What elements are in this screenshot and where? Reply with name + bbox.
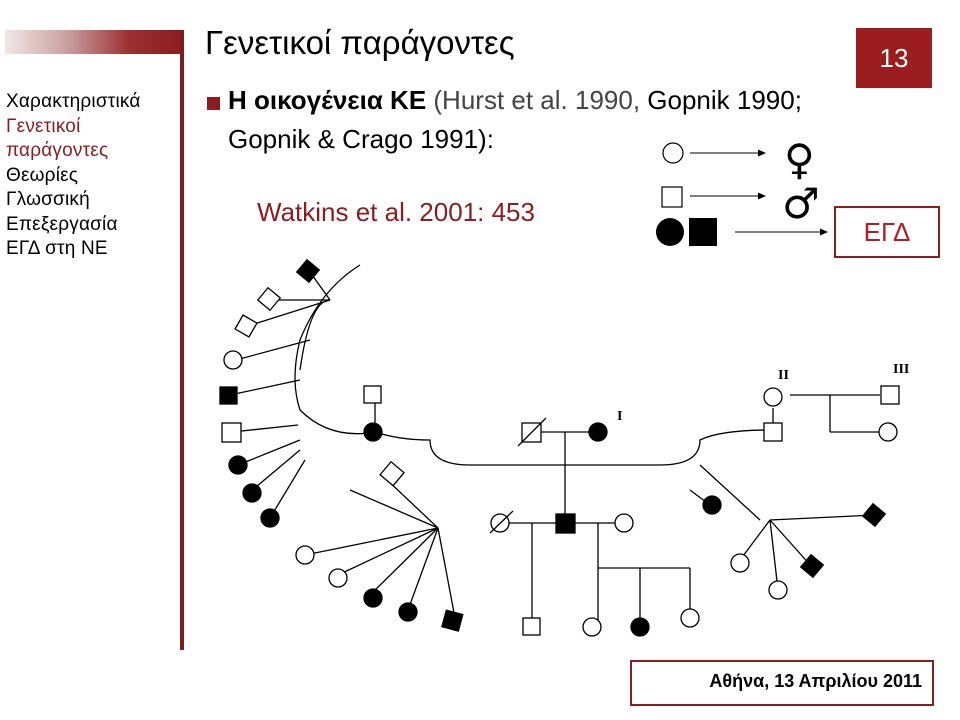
pedigree-right-male-1 <box>764 423 782 441</box>
sidebar-item-genetic-factors[interactable]: Γενετικοί <box>6 115 81 137</box>
pedigree-gen2-female <box>615 514 633 532</box>
bullet-line-2: Gopnik & Crago 1991): <box>228 124 494 154</box>
bullet-reference-1: (Hurst et al. 1990, <box>426 85 641 115</box>
pedigree-left-female-affected-1 <box>364 589 382 607</box>
pedigree-left-male-2 <box>364 386 381 403</box>
pedigree-left-male-1 <box>380 462 404 486</box>
female-symbol: ♀ <box>784 135 815 184</box>
pedigree-left-female-affected-2 <box>399 603 417 621</box>
pedigree-left-female-2 <box>329 569 347 587</box>
pedigree-right-female-2 <box>879 423 897 441</box>
pedigree-right-female-1 <box>764 388 782 406</box>
pedigree-left-female-1 <box>296 546 314 564</box>
pedigree-fan-male-2 <box>235 315 257 337</box>
pedigree-gen1-female-affected <box>589 423 607 441</box>
pedigree-left-female-affected-3 <box>364 423 382 441</box>
pedigree-fan-female-affected-3 <box>261 509 279 527</box>
pedigree-right-female-4 <box>769 581 787 599</box>
pedigree-gen3-male-1 <box>523 618 540 635</box>
pedigree-right-female-3 <box>731 554 749 572</box>
pedigree-right-female-affected <box>703 496 721 514</box>
pedigree-fan-female-1 <box>224 351 242 369</box>
sidebar-item-linguistic[interactable]: Γλωσσική <box>6 189 90 210</box>
pedigree-fan-male-affected-2 <box>220 387 237 404</box>
pedigree-gen2-male-affected <box>556 514 575 533</box>
pedigree-gen3-female-2 <box>681 609 699 627</box>
sidebar-item-theories[interactable]: Θεωρίες <box>6 164 79 186</box>
pedigree-fan-male-3 <box>222 423 241 442</box>
bullet-reference-2: Gopnik 1990; <box>640 85 802 115</box>
page-number-badge: 13 <box>856 28 932 88</box>
pedigree-gen3-female-1 <box>583 618 601 636</box>
pedigree-fan-female-affected-1 <box>229 456 247 474</box>
pedigree-right-male-affected-1 <box>863 504 886 527</box>
pedigree-fan-male-1 <box>258 288 281 311</box>
pedigree-right-male-2 <box>881 386 899 404</box>
bullet-bold-text: Η οικογένεια ΚΕ <box>228 85 427 115</box>
pedigree-fan-male-affected-1 <box>297 260 320 283</box>
pedigree-fan-female-affected-2 <box>243 484 261 502</box>
male-symbol: ♂ <box>782 179 820 228</box>
pedigree-left-male-affected-1 <box>442 610 463 631</box>
sidebar-item-sli-greek[interactable]: ΕΓΔ στη ΝΕ <box>6 238 108 259</box>
footer-date: Αθήνα, 13 Απριλίου 2011 <box>630 660 934 706</box>
sidebar-item-characteristics[interactable]: Χαρακτηριστικά <box>6 91 141 112</box>
figure-citation: Watkins et al. 2001: 453 <box>257 197 535 227</box>
generation-label-2: II <box>778 368 789 383</box>
generation-label-3: III <box>893 362 910 377</box>
pedigree-gen3-female-affected <box>631 618 649 636</box>
page-title: Γενετικοί παράγοντες <box>205 24 515 61</box>
sidebar-item-genetic-factors-2[interactable]: παράγοντες <box>6 140 109 161</box>
affected-label-box: ΕΓΔ <box>834 206 940 258</box>
generation-label-1: I <box>617 409 623 424</box>
sidebar-item-processing[interactable]: Επεξεργασία <box>6 213 118 235</box>
